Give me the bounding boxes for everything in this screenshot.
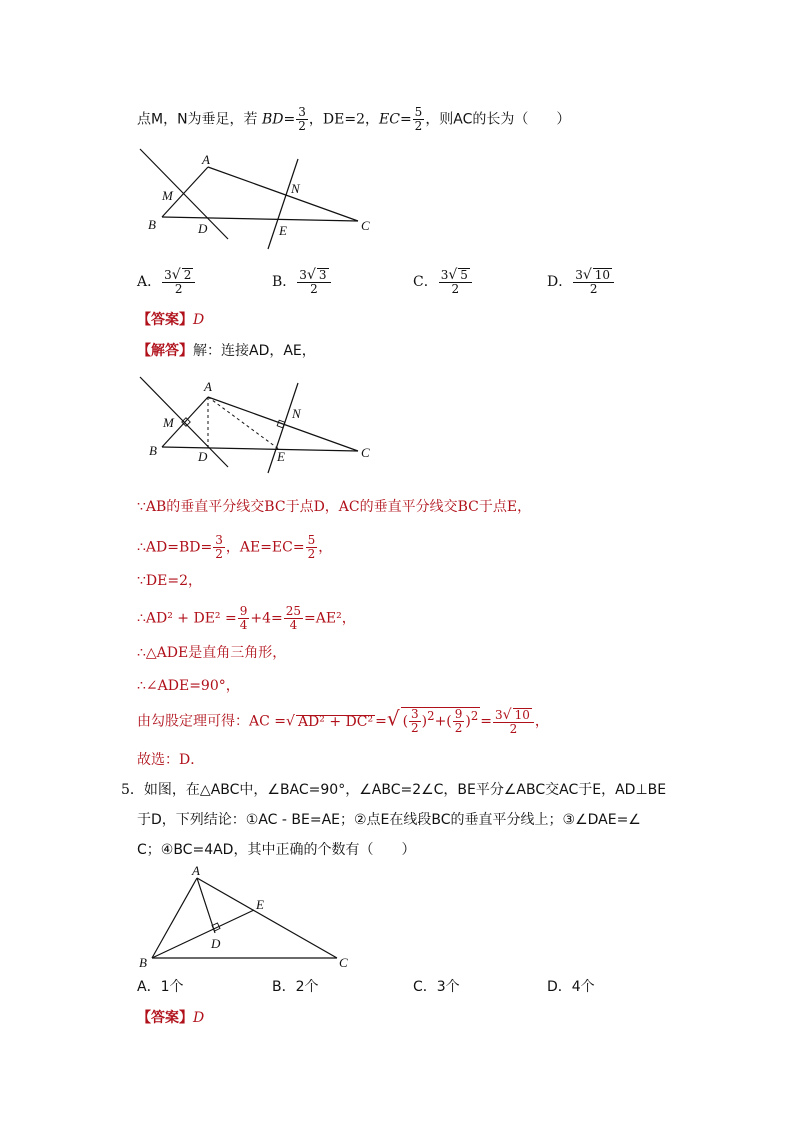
q5-stem-line2: 于D，下列结论：①AC - BE=AE；②点E在线段BC的垂直平分线上；③∠DAE=∠ — [137, 812, 641, 828]
q4-de-text: ，DE=2， — [308, 111, 379, 128]
q4-option-b[interactable]: B． $\frac{3√ 3}{2}$ — [272, 268, 332, 296]
fig2-label-e: E — [277, 449, 285, 464]
q4-solution-tag: 【解答】 — [137, 343, 193, 359]
q4-step-3: ∵DE=2， — [137, 573, 202, 589]
fig3-label-d: D — [211, 936, 221, 951]
q4-answer-tag: 【答案】 — [137, 312, 193, 328]
q4-step-5: ∴△ADE是直角三角形， — [137, 645, 287, 661]
q4-ec-label: EC — [379, 111, 400, 128]
fig1-label-d: D — [198, 221, 208, 236]
q4-step-4: ∴AD² + DE² = $\frac{9}{4}$ +4= $\frac{25}{4}$ =AE²， — [137, 604, 356, 632]
fig2-label-a: A — [204, 379, 212, 394]
q4-stem-part1: 点M，N为垂足，若 — [137, 111, 258, 128]
q5-answer — [137, 1008, 204, 1028]
fig2-label-b: B — [149, 443, 157, 458]
fig1-label-a: A — [202, 152, 210, 167]
q4-answer-value: D — [193, 312, 205, 328]
q5-stem-line3: C；④BC=4AD，其中正确的个数有（ ） — [137, 842, 416, 858]
q5-option-a[interactable]: A．1个 — [137, 979, 184, 995]
fig2-label-n: N — [292, 406, 301, 421]
fig3-label-a: A — [192, 864, 200, 878]
fig2-label-c: C — [361, 445, 370, 460]
q5-answer-value: D — [193, 1010, 205, 1026]
q4-solution-intro: 【解答】解：连接AD，AE， — [137, 343, 316, 359]
q4-step-1: ∵AB的垂直平分线交BC于点D，AC的垂直平分线交BC于点E， — [137, 499, 532, 515]
q5-answer-tag: 【答案】 — [137, 1010, 193, 1026]
q4-option-c[interactable]: C． $\frac{3√ 5}{2}$ — [413, 268, 473, 296]
q5-option-c[interactable]: C．3个 — [413, 979, 460, 995]
q4-stem-part2: ，则AC的长为（ ） — [425, 111, 571, 128]
fig2-label-m: M — [163, 415, 174, 430]
q5-figure — [135, 864, 355, 974]
fig1-label-m: M — [162, 188, 173, 203]
q5-stem-line1: 5．如图，在△ABC中，∠BAC=90°，∠ABC=2∠C，BE平分∠ABC交AC于E，AD⊥BE — [121, 782, 667, 798]
q4-answer — [137, 310, 204, 330]
q4-stem: 点M，N为垂足，若 BD= $\frac{3}{2}$ ，DE=2，EC= $\frac{5}{2}$ ，则AC的长为（ ） — [137, 105, 571, 133]
q4-step-6: ∴∠ADE=90°， — [137, 678, 240, 694]
q5-number: 5． — [121, 782, 144, 798]
fig1-label-c: C — [361, 218, 370, 233]
fig1-label-b: B — [148, 217, 156, 232]
fig1-label-e: E — [279, 223, 287, 238]
q4-step-8: 故选：D． — [137, 752, 205, 768]
fig3-label-c: C — [339, 955, 348, 970]
q5-option-b[interactable]: B．2个 — [272, 979, 319, 995]
q4-step-2: ∴AD=BD= $\frac{3}{2}$ ，AE=EC= $\frac{5}{2}$ ， — [137, 533, 333, 561]
fig3-label-e: E — [256, 897, 264, 912]
q4-step-7: 由勾股定理可得：AC =√ AD² + DC² =√ ( $\frac{3}{2}$ )$^2$+( $\frac{9}{2}$ )$^2$ = $\frac{3√ 10}{2}$ ， — [137, 706, 549, 736]
fig2-label-d: D — [198, 449, 208, 464]
q4-option-a[interactable]: A． $\frac{3√ 2}{2}$ — [137, 268, 196, 296]
q4-ec-frac: $\frac{5}{2}$ — [414, 105, 423, 133]
q4-figure — [135, 145, 385, 255]
q4-bd-frac: $\frac{3}{2}$ — [298, 105, 306, 133]
q4-bd-label: BD — [262, 111, 284, 128]
q4-solution-figure — [135, 375, 385, 475]
q4-option-d[interactable]: D． $\frac{3√ 10}{2}$ — [547, 268, 615, 296]
q5-option-d[interactable]: D．4个 — [547, 979, 595, 995]
fig1-label-n: N — [291, 181, 300, 196]
fig3-label-b: B — [139, 955, 147, 970]
